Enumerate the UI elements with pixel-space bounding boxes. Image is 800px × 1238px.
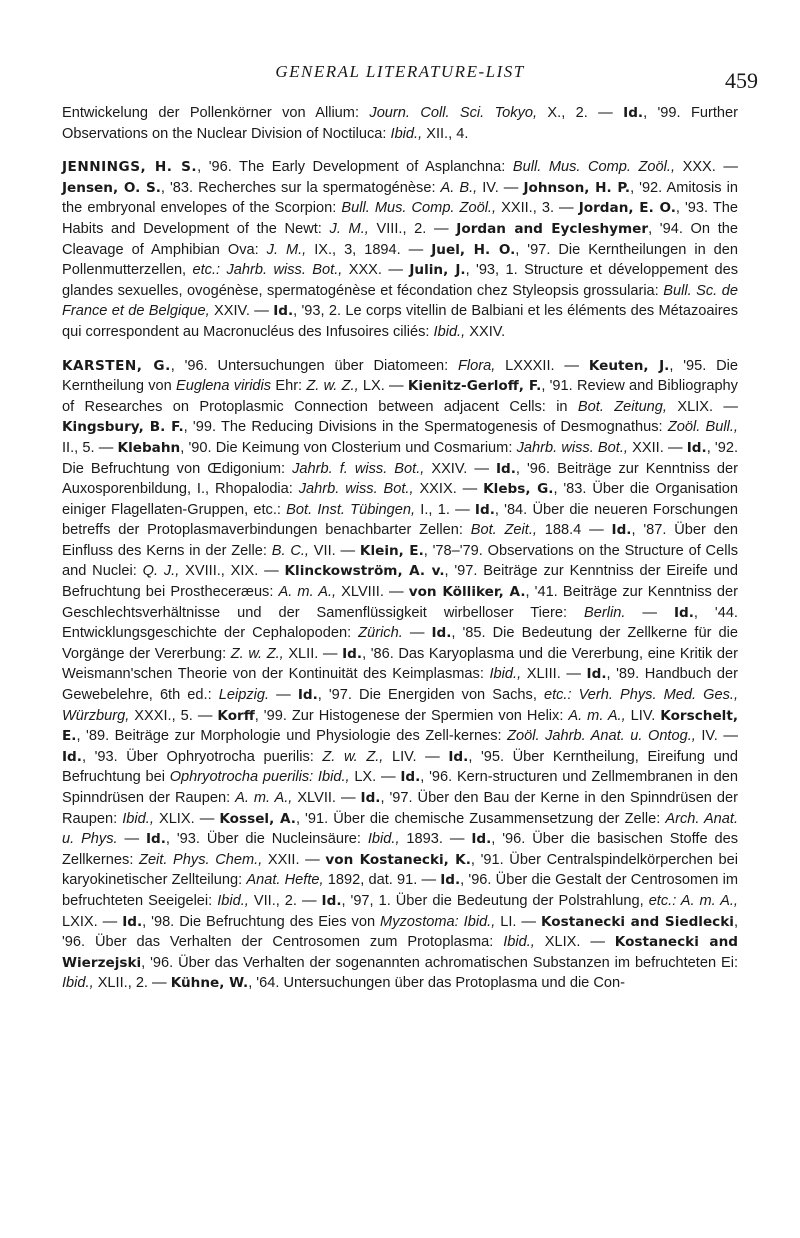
citation-text: XVIII., XIX. — bbox=[179, 563, 285, 580]
citation-source: etc.: Verh. Phys. Med. Ges., Würzburg, bbox=[62, 687, 739, 724]
section-lead-author: JENNINGS, H. S. bbox=[62, 159, 198, 176]
citation-text: , '99. Further Observations on the Nuclear Division of Noctiluca: bbox=[62, 105, 739, 142]
author-name: Id. bbox=[471, 831, 492, 848]
citation-text: Ehr: bbox=[271, 378, 307, 395]
running-title: GENERAL LITERATURE-LIST bbox=[275, 62, 525, 81]
citation-text: XXXI., 5. — bbox=[129, 707, 218, 724]
citation-source: Ibid., bbox=[503, 934, 535, 951]
author-name: Korschelt, E. bbox=[62, 707, 738, 745]
author-name: Id. bbox=[623, 105, 644, 121]
citation-text: XXII. — bbox=[262, 851, 326, 868]
citation-text: XXIV. bbox=[465, 323, 506, 340]
citation-text: , '92. Die Befruchtung von Œdigonium: bbox=[62, 439, 738, 477]
citation-text: IV. — bbox=[477, 179, 524, 196]
citation-text: — bbox=[269, 687, 298, 704]
citation-source: Myzostoma: Ibid., bbox=[380, 913, 496, 930]
citation-source: Euglena viridis bbox=[175, 378, 272, 395]
author-name: von Kölliker, A. bbox=[408, 584, 526, 601]
author-name: Id. bbox=[586, 666, 607, 683]
citation-source: Jahrb. wiss. Bot., bbox=[516, 439, 628, 456]
author-name: Id. bbox=[495, 460, 516, 477]
citation-text: , '97. Über den Bau der Kerne in den Spinndrüsen der Raupen: bbox=[62, 790, 738, 827]
citation-source: A. m. A., bbox=[278, 584, 337, 601]
citation-text: XLIII. — bbox=[521, 666, 587, 683]
author-name: Jordan, E. O. bbox=[578, 200, 676, 217]
bibliography-body bbox=[62, 103, 738, 1001]
citation-text: XXII., 3. — bbox=[496, 200, 579, 217]
citation-text: , '96. Kern-structuren und Zellmembranen in den Spinndrüsen der Raupen: bbox=[62, 769, 738, 806]
citation-text: , '83. Recherches sur la spermatogénèse: bbox=[160, 179, 441, 196]
citation-text: XII., 4. bbox=[422, 125, 469, 142]
author-name: Id. bbox=[673, 604, 694, 621]
citation-text: , '97. Die Kerntheilungen in den Pollenmutterzellen, bbox=[62, 241, 738, 279]
author-name: Id. bbox=[440, 872, 461, 889]
author-name: Klinckowström, A. v. bbox=[284, 563, 445, 580]
citation-text: , '96. Über die basischen Stoffe des Zellkernes: bbox=[62, 831, 739, 868]
citation-text: , '91. Über die chemische Zusammensetzung der Zelle: bbox=[295, 810, 666, 827]
citation-text: LXXXII. — bbox=[495, 357, 589, 374]
citation-source: Q. J., bbox=[142, 563, 180, 580]
citation-text: , '93. The Habits and Development of the Newt: bbox=[62, 200, 739, 237]
citation-text: LIV. — bbox=[383, 748, 449, 765]
citation-text: — bbox=[402, 625, 432, 642]
citation-text: XXIV. — bbox=[209, 303, 274, 320]
citation-text: , '99. Zur Histogenese der Spermien von Helix: bbox=[254, 707, 569, 724]
author-name: Klebahn bbox=[117, 439, 181, 456]
citation-text: XLII., 2. — bbox=[93, 975, 171, 992]
citation-text: LI. — bbox=[495, 913, 541, 930]
citation-text: LX. — bbox=[349, 769, 401, 786]
bibliography-paragraph bbox=[62, 103, 738, 144]
author-name: Id. bbox=[297, 687, 318, 704]
page-number: 459 bbox=[725, 68, 758, 93]
citation-text: , '99. The Reducing Divisions in the Spermatogenesis of Desmognathus: bbox=[183, 419, 668, 436]
citation-text: VII. — bbox=[308, 542, 360, 559]
citation-text: — bbox=[625, 604, 674, 621]
citation-source: Flora, bbox=[457, 357, 496, 374]
author-name: Julin, J. bbox=[409, 262, 466, 279]
citation-text: , '97. Beiträge zur Kenntniss der Eireife und Befruchtung bei Prostheceræus: bbox=[62, 563, 738, 601]
author-name: Keuten, J. bbox=[588, 357, 670, 374]
citation-text: VII., 2. — bbox=[248, 892, 322, 909]
citation-source: Bull. Sc. de France et de Belgique, bbox=[62, 282, 738, 320]
citation-text: XXX. — bbox=[675, 159, 738, 176]
author-name: Id. bbox=[62, 748, 82, 765]
citation-text: — bbox=[117, 831, 146, 848]
citation-source: Ibid., bbox=[217, 892, 249, 909]
author-name: Id. bbox=[400, 769, 421, 786]
author-name: Id. bbox=[431, 625, 452, 642]
author-name: Id. bbox=[474, 501, 495, 518]
author-name: Id. bbox=[122, 913, 143, 930]
citation-source: Bot. Zeitung, bbox=[577, 398, 667, 415]
author-name: von Kostanecki, K. bbox=[325, 851, 471, 868]
citation-source: Z. w. Z., bbox=[322, 748, 384, 765]
citation-text: , '96. Über das Verhalten der sogenannten achromatischen Substanzen im befruchteten Ei: bbox=[141, 954, 738, 971]
citation-source: J. M., bbox=[266, 241, 307, 258]
citation-text: X., 2. — bbox=[537, 105, 624, 121]
author-name: Id. bbox=[342, 645, 363, 662]
citation-text: , '64. Untersuchungen über das Protoplasma und die Con- bbox=[248, 975, 625, 992]
citation-text: XLII. — bbox=[283, 645, 343, 662]
author-name: Kostanecki and Wierzejski bbox=[62, 934, 738, 971]
citation-source: Jahrb. wiss. Bot., bbox=[298, 481, 414, 498]
citation-source: Zürich. bbox=[358, 625, 403, 642]
citation-text: , '44. Entwicklungsgeschichte der Cephalopoden: bbox=[62, 604, 738, 642]
citation-source: Ibid., bbox=[367, 831, 400, 848]
citation-text: , '85. Die Bedeutung der Zellkerne für die Vorgänge der Vererbung: bbox=[62, 625, 738, 662]
citation-text: II., 5. — bbox=[62, 439, 118, 456]
citation-text: , '96. Untersuchungen über Diatomeen: bbox=[170, 357, 458, 374]
author-name: Korff bbox=[217, 707, 255, 724]
citation-source: Bull. Mus. Comp. Zoöl., bbox=[512, 159, 676, 176]
citation-text: , '92. Amitosis in the embryonal envelopes of the Scorpion: bbox=[62, 179, 738, 217]
author-name: Id. bbox=[145, 831, 166, 848]
citation-text: XXIV. — bbox=[424, 460, 496, 477]
citation-source: etc.: Jahrb. wiss. Bot., bbox=[192, 262, 343, 279]
author-name: Kostanecki and Siedlecki bbox=[541, 913, 734, 930]
citation-source: Z. w. Z., bbox=[230, 645, 284, 662]
citation-text: IX., 3, 1894. — bbox=[306, 241, 432, 258]
citation-source: Zoöl. Jahrb. Anat. u. Ontog., bbox=[507, 728, 696, 745]
citation-source: B. C., bbox=[271, 542, 309, 559]
citation-source: Bot. Zeit., bbox=[470, 522, 537, 539]
citation-source: A. m. A., bbox=[568, 707, 626, 724]
bibliography-paragraph bbox=[62, 157, 738, 342]
citation-text: , '90. Die Keimung von Closterium und Cosmarium: bbox=[180, 439, 517, 456]
author-name: Kingsbury, B. F. bbox=[62, 419, 184, 436]
citation-source: Zeit. Phys. Chem., bbox=[139, 851, 263, 868]
citation-text: I., 1. — bbox=[415, 501, 475, 518]
citation-text: 1892, dat. 91. — bbox=[323, 872, 441, 889]
citation-source: A. B., bbox=[440, 179, 478, 196]
citation-text: , '78–'79. Observations on the Structure of Cells and Nuclei: bbox=[62, 542, 738, 580]
citation-text: XXII. — bbox=[627, 439, 687, 456]
author-name: Juel, H. O. bbox=[431, 241, 516, 258]
citation-source: Ibid., bbox=[433, 323, 466, 340]
citation-source: Zoöl. Bull., bbox=[667, 419, 738, 436]
citation-text: , '97, 1. Über die Bedeutung der Polstrahlung, bbox=[341, 892, 649, 909]
author-name: Kienitz-Gerloff, F. bbox=[407, 378, 542, 395]
citation-text: , '84. Über die neueren Forschungen betreffs der Protoplasmaverbindungen benachbarter Zellen: bbox=[62, 501, 738, 539]
author-name: Kühne, W. bbox=[170, 975, 249, 992]
citation-text: , '83. Über die Organisation einiger Flagellaten-Gruppen, etc.: bbox=[62, 481, 738, 518]
citation-source: Berlin. bbox=[584, 604, 626, 621]
citation-text: , '96. Über das Verhalten der Centrosomen zum Protoplasma: bbox=[62, 913, 739, 951]
bibliography-paragraph bbox=[62, 356, 738, 994]
citation-text: , '91. Review and Bibliography of Researches on Protoplasmic Connection between adjacent Cells: in bbox=[62, 378, 738, 415]
citation-text: , '89. Handbuch der Gewebelehre, 6th ed.: bbox=[62, 666, 739, 704]
citation-text: XLIX. — bbox=[666, 398, 738, 415]
citation-text: , '91. Über Centralspindelkörperchen bei karyokinetischer Zellteilung: bbox=[62, 851, 739, 889]
citation-text: LXIX. — bbox=[62, 913, 123, 930]
citation-source: Ibid., bbox=[489, 666, 522, 683]
citation-text: , '41. Beiträge zur Kenntniss der Geschlechtsverhältnisse und der Samenflüssigkeit wirbelloser Tiere: bbox=[62, 584, 738, 621]
section-lead-author: KARSTEN, G. bbox=[62, 357, 171, 374]
citation-source: Ibid., bbox=[122, 810, 154, 827]
citation-text: XLVIII. — bbox=[336, 584, 409, 601]
citation-text: , '89. Beiträge zur Morphologie und Physiologie des Zell-kernes: bbox=[76, 728, 508, 745]
citation-text: Entwickelung der Pollenkörner von Allium: bbox=[62, 105, 370, 121]
citation-text: , '96. Über die Gestalt der Centrosomen im befruchteten Seeigelei: bbox=[62, 872, 738, 909]
citation-source: Ibid., bbox=[390, 125, 423, 142]
author-name: Kossel, A. bbox=[219, 810, 296, 827]
author-name: Id. bbox=[611, 522, 632, 539]
author-name: Id. bbox=[448, 748, 469, 765]
citation-source: Jahrb. f. wiss. Bot., bbox=[292, 460, 425, 477]
author-name: Id. bbox=[360, 790, 381, 806]
citation-text: , '95. Über Kerntheilung, Eireifung und Befruchtung bei bbox=[62, 748, 738, 786]
citation-text: XLVII. — bbox=[292, 790, 361, 806]
citation-source: Arch. Anat. u. Phys. bbox=[62, 810, 739, 848]
citation-source: Ibid., bbox=[62, 975, 94, 992]
citation-source: Leipzig. bbox=[218, 687, 270, 704]
author-name: Jordan and Eycleshymer bbox=[456, 220, 649, 237]
citation-text: , '96. Beiträge zur Kenntniss der Auxosporenbildung, I., Rhopalodia: bbox=[62, 460, 738, 498]
author-name: Klein, E. bbox=[359, 542, 424, 559]
citation-text: , '98. Die Befruchtung des Eies von bbox=[142, 913, 381, 930]
citation-text: , '93. Über die Nucleinsäure: bbox=[165, 831, 368, 848]
citation-text: LX. — bbox=[358, 378, 408, 395]
citation-text: , '93, 2. Le corps vitellin de Balbiani et les éléments des Métazoaires qui correspondent au Macronucléus des Infusoires ciliés: bbox=[62, 303, 738, 340]
citation-text: , '95. Die Kerntheilung von bbox=[62, 357, 738, 395]
author-name: Jensen, O. S. bbox=[62, 179, 161, 196]
citation-text: IV. — bbox=[695, 728, 738, 745]
citation-source: J. M., bbox=[329, 220, 369, 237]
citation-text: , '93. Über Ophryotrocha puerilis: bbox=[81, 748, 323, 765]
citation-text: , '86. Das Karyoplasma und die Vererbung, eine Kritik der Weismann'schen Theorie von der Kontinuität des Keimplasmas: bbox=[62, 645, 738, 683]
citation-text: XXX. — bbox=[342, 262, 410, 279]
author-name: Id. bbox=[686, 439, 707, 456]
citation-text: VIII., 2. — bbox=[368, 220, 457, 237]
citation-source: Bot. Inst. Tübingen, bbox=[286, 501, 416, 518]
citation-text: , '93, 1. Structure et développement des glandes sexuelles, ovogénèse, spermatogénèse et fécondation chez Styleopsis grossularia: bbox=[62, 262, 738, 299]
citation-source: Z. w. Z., bbox=[306, 378, 359, 395]
author-name: Klebs, G. bbox=[483, 481, 554, 498]
citation-text: XXIX. — bbox=[413, 481, 484, 498]
citation-source: Anat. Hefte, bbox=[246, 872, 324, 889]
citation-source: Bull. Mus. Comp. Zoöl., bbox=[341, 200, 497, 217]
citation-text: XLIX. — bbox=[534, 934, 615, 951]
citation-text: , '87. Über den Einfluss des Kerns in der Zelle: bbox=[62, 522, 739, 559]
citation-text: , '94. On the Cleavage of Amphibian Ova: bbox=[62, 220, 738, 258]
citation-source: Ophryotrocha puerilis: Ibid., bbox=[169, 769, 350, 786]
citation-text: 1893. — bbox=[399, 831, 472, 848]
citation-text: , '96. The Early Development of Asplanchna: bbox=[197, 159, 513, 176]
citation-text: 188.4 — bbox=[536, 522, 612, 539]
author-name: Id. bbox=[321, 892, 342, 909]
author-name: Johnson, H. P. bbox=[523, 179, 631, 196]
citation-source: Journ. Coll. Sci. Tokyo, bbox=[369, 105, 538, 121]
citation-text: LIV. bbox=[625, 707, 661, 724]
citation-text: , '97. Die Energiden von Sachs, bbox=[317, 687, 544, 704]
citation-source: etc.: A. m. A., bbox=[648, 892, 738, 909]
citation-source: A. m. A., bbox=[235, 790, 293, 806]
citation-text: XLIX. — bbox=[153, 810, 220, 827]
author-name: Id. bbox=[273, 303, 294, 320]
